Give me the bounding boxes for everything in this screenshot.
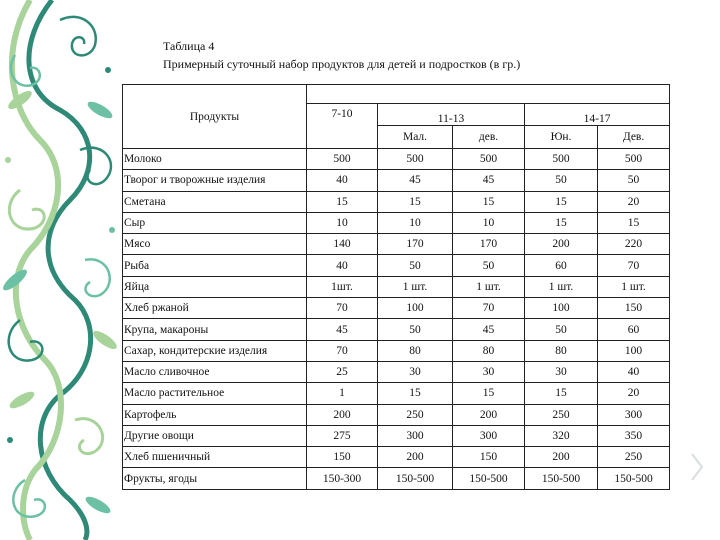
amount-cell: 100 [525, 298, 598, 319]
table-row [123, 191, 670, 212]
amount-cell: 250 [598, 447, 670, 468]
header-blank [307, 85, 670, 104]
amount-cell: 170 [378, 234, 453, 255]
amount-cell: 15 [525, 191, 598, 212]
amount-cell: 20 [598, 191, 670, 212]
amount-cell: 80 [453, 340, 525, 361]
product-name-cell: Творог и творожные изделия [123, 170, 307, 191]
amount-cell: 15 [453, 383, 525, 404]
amount-cell: 200 [525, 447, 598, 468]
amount-cell: 300 [378, 425, 453, 446]
amount-cell: 30 [453, 361, 525, 382]
amount-cell: 150-500 [525, 468, 598, 489]
amount-cell: 1 шт. [378, 276, 453, 297]
product-name-cell: Мясо [123, 234, 307, 255]
amount-cell: 10 [307, 212, 378, 233]
amount-cell: 15 [378, 383, 453, 404]
product-name-cell: Сметана [123, 191, 307, 212]
amount-cell: 150 [307, 447, 378, 468]
amount-cell: 45 [453, 170, 525, 191]
amount-cell: 200 [453, 404, 525, 425]
table-row [123, 340, 670, 361]
amount-cell: 25 [307, 361, 378, 382]
amount-cell: 100 [378, 298, 453, 319]
amount-cell: 80 [525, 340, 598, 361]
header-age-11-13: 11-13 [378, 104, 525, 126]
amount-cell: 45 [453, 319, 525, 340]
amount-cell: 150-500 [453, 468, 525, 489]
product-name-cell: Сахар, кондитерские изделия [123, 340, 307, 361]
product-name-cell: Сыр [123, 212, 307, 233]
amount-cell: 300 [453, 425, 525, 446]
amount-cell: 1шт. [307, 276, 378, 297]
table-row [123, 425, 670, 446]
amount-cell: 250 [378, 404, 453, 425]
table-row [123, 468, 670, 489]
amount-cell: 100 [598, 340, 670, 361]
amount-cell: 45 [378, 170, 453, 191]
amount-cell: 140 [307, 234, 378, 255]
amount-cell: 1 шт. [525, 276, 598, 297]
table-row [123, 170, 670, 191]
amount-cell: 50 [598, 170, 670, 191]
table-row [123, 383, 670, 404]
decorative-swirl-border [0, 0, 130, 540]
table-row [123, 212, 670, 233]
amount-cell: 60 [525, 255, 598, 276]
amount-cell: 350 [598, 425, 670, 446]
amount-cell: 40 [307, 255, 378, 276]
amount-cell: 10 [378, 212, 453, 233]
amount-cell: 15 [307, 191, 378, 212]
amount-cell: 20 [598, 383, 670, 404]
amount-cell: 300 [598, 404, 670, 425]
products-table [122, 84, 670, 490]
table-title: Примерный суточный набор продуктов для детей и подростков (в гр.) [163, 57, 521, 71]
table-row [123, 149, 670, 170]
amount-cell: 10 [453, 212, 525, 233]
amount-cell: 15 [525, 212, 598, 233]
amount-cell: 30 [378, 361, 453, 382]
amount-cell: 15 [525, 383, 598, 404]
table-row [123, 234, 670, 255]
amount-cell: 70 [307, 340, 378, 361]
product-name-cell: Крупа, макароны [123, 319, 307, 340]
table-row [123, 447, 670, 468]
header-sub-youths: Юн. [525, 126, 598, 149]
amount-cell: 170 [453, 234, 525, 255]
amount-cell: 200 [378, 447, 453, 468]
amount-cell: 15 [598, 212, 670, 233]
product-name-cell: Хлеб пшеничный [123, 447, 307, 468]
amount-cell: 150-300 [307, 468, 378, 489]
product-name-cell: Молоко [123, 149, 307, 170]
amount-cell: 50 [525, 170, 598, 191]
amount-cell: 500 [598, 149, 670, 170]
amount-cell: 50 [525, 319, 598, 340]
table-row [123, 319, 670, 340]
amount-cell: 150 [598, 298, 670, 319]
amount-cell: 1 шт. [598, 276, 670, 297]
chevron-right-icon [690, 452, 704, 482]
amount-cell: 80 [378, 340, 453, 361]
amount-cell: 50 [378, 255, 453, 276]
amount-cell: 1 [307, 383, 378, 404]
amount-cell: 40 [307, 170, 378, 191]
amount-cell: 70 [307, 298, 378, 319]
amount-cell: 500 [307, 149, 378, 170]
amount-cell: 500 [378, 149, 453, 170]
amount-cell: 150 [453, 447, 525, 468]
header-age-14-17: 14-17 [525, 104, 670, 126]
product-name-cell: Яйца [123, 276, 307, 297]
amount-cell: 500 [525, 149, 598, 170]
header-age-7-10: 7-10 [307, 104, 378, 149]
product-name-cell: Хлеб ржаной [123, 298, 307, 319]
table-row [123, 404, 670, 425]
table-row [123, 361, 670, 382]
amount-cell: 275 [307, 425, 378, 446]
product-name-cell: Рыба [123, 255, 307, 276]
amount-cell: 60 [598, 319, 670, 340]
table-body [123, 149, 670, 490]
amount-cell: 1 шт. [453, 276, 525, 297]
amount-cell: 50 [453, 255, 525, 276]
table-number: Таблица 4 [163, 39, 215, 53]
amount-cell: 30 [525, 361, 598, 382]
amount-cell: 15 [453, 191, 525, 212]
product-name-cell: Масло сливочное [123, 361, 307, 382]
amount-cell: 320 [525, 425, 598, 446]
amount-cell: 250 [525, 404, 598, 425]
amount-cell: 70 [453, 298, 525, 319]
header-sub-boys: Мал. [378, 126, 453, 149]
product-name-cell: Фрукты, ягоды [123, 468, 307, 489]
product-name-cell: Масло растительное [123, 383, 307, 404]
amount-cell: 220 [598, 234, 670, 255]
amount-cell: 150-500 [598, 468, 670, 489]
product-name-cell: Другие овощи [123, 425, 307, 446]
amount-cell: 200 [525, 234, 598, 255]
amount-cell: 15 [378, 191, 453, 212]
amount-cell: 500 [453, 149, 525, 170]
amount-cell: 50 [378, 319, 453, 340]
header-sub-young-women: Дев. [598, 126, 670, 149]
table-caption [163, 37, 520, 73]
amount-cell: 45 [307, 319, 378, 340]
table-row [123, 298, 670, 319]
amount-cell: 200 [307, 404, 378, 425]
amount-cell: 40 [598, 361, 670, 382]
table-row [123, 276, 670, 297]
table-row [123, 255, 670, 276]
header-sub-girls: дев. [453, 126, 525, 149]
amount-cell: 70 [598, 255, 670, 276]
amount-cell: 150-500 [378, 468, 453, 489]
product-name-cell: Картофель [123, 404, 307, 425]
header-products: Продукты [123, 85, 307, 149]
